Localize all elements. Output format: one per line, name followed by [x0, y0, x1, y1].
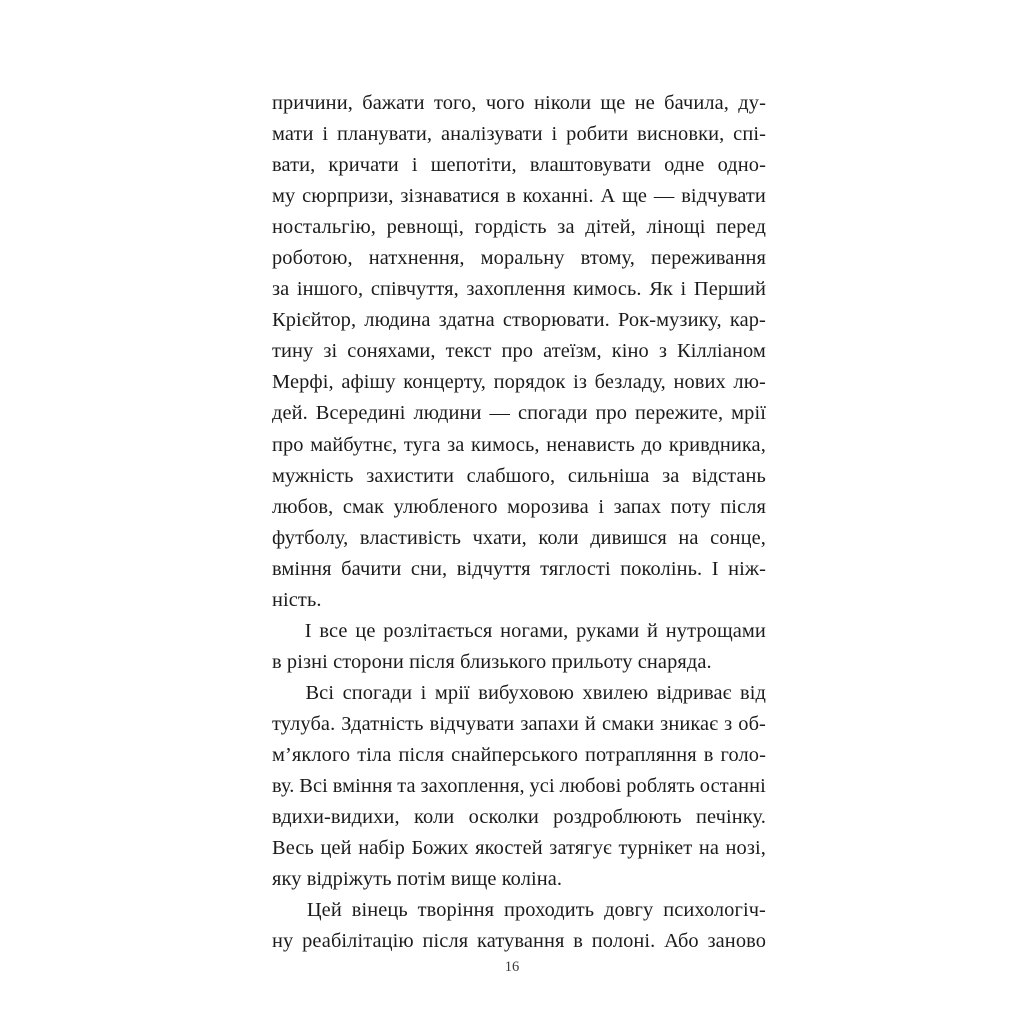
- text-line: [272, 523, 766, 554]
- word: Здатність: [341, 712, 424, 735]
- text-line: [272, 616, 766, 647]
- text-line: [272, 367, 766, 398]
- word: Як: [649, 278, 673, 301]
- word: відчуття: [456, 557, 531, 580]
- word: тулуба.: [272, 712, 336, 735]
- word: ну: [272, 930, 294, 953]
- word: ностальгію,: [272, 216, 376, 239]
- word: розлітається: [383, 619, 493, 642]
- word: нозі,: [725, 837, 766, 860]
- word: вдихи-видихи,: [272, 806, 400, 829]
- word: Цей: [306, 899, 342, 922]
- word: сильніша: [567, 464, 650, 487]
- word: печінку.: [696, 806, 766, 829]
- word: кимось,: [471, 433, 540, 456]
- word: хвилею: [582, 681, 649, 704]
- word: запахи: [520, 712, 579, 735]
- word: осколки: [468, 806, 539, 829]
- word: —: [489, 402, 510, 425]
- word: гордість: [474, 216, 547, 239]
- word: про: [501, 340, 534, 363]
- text-line: [272, 430, 766, 461]
- word: роблять: [626, 775, 695, 798]
- word: Або: [664, 930, 699, 953]
- word: і: [551, 123, 558, 146]
- word: спі-: [733, 123, 766, 146]
- word: втому,: [580, 247, 635, 270]
- word: Всі: [299, 775, 328, 798]
- word: зникає: [660, 712, 719, 735]
- word: нових: [673, 371, 726, 394]
- word: морозива: [507, 495, 589, 518]
- word: робити: [566, 123, 629, 146]
- text-line: [272, 678, 766, 709]
- word: в: [506, 185, 516, 208]
- text-line: [272, 305, 766, 336]
- word: улюбленого: [393, 495, 498, 518]
- word: пережите,: [635, 402, 724, 425]
- word: мрії: [731, 402, 766, 425]
- word: вміння: [272, 557, 332, 580]
- word: порядок: [493, 371, 566, 394]
- word: одно-: [717, 154, 766, 177]
- word: А: [600, 185, 616, 208]
- word: м’яклого: [272, 743, 351, 766]
- text-line: [272, 833, 766, 864]
- text-line: [272, 926, 766, 957]
- word: останні: [699, 775, 766, 798]
- word: текст: [445, 340, 492, 363]
- word: смаки: [601, 712, 655, 735]
- word: влаштовувати: [529, 154, 651, 177]
- word: Весь: [272, 837, 314, 860]
- word: вміння: [332, 775, 393, 798]
- word: ву.: [272, 775, 295, 798]
- word: сни,: [410, 557, 448, 580]
- word: полоні.: [591, 930, 656, 953]
- word: коханні.: [522, 185, 594, 208]
- word: не: [634, 92, 655, 114]
- text-line: [272, 88, 766, 119]
- word: з: [724, 712, 733, 735]
- word: здатна: [438, 309, 495, 332]
- word: затягує: [549, 837, 612, 860]
- word: моральну: [480, 247, 565, 270]
- text-line: [272, 492, 766, 523]
- text-line: [272, 398, 766, 429]
- word: дітей,: [585, 216, 636, 239]
- word: аналізувати: [440, 123, 543, 146]
- word: того,: [434, 92, 477, 114]
- word: кривдника,: [668, 433, 766, 456]
- word: і: [411, 154, 418, 177]
- text-line: [272, 802, 766, 833]
- word: співчуття,: [370, 278, 459, 301]
- word: із: [573, 371, 588, 394]
- word: і: [322, 123, 329, 146]
- word: відстань: [692, 464, 766, 487]
- word: сюрпризи,: [302, 185, 394, 208]
- paragraph: [272, 678, 766, 895]
- word: коли: [413, 806, 455, 829]
- word: ревнощі,: [386, 216, 464, 239]
- word: до: [641, 433, 663, 456]
- word: захистити: [366, 464, 454, 487]
- word: з: [658, 340, 668, 363]
- word: Мерфі,: [272, 371, 334, 394]
- word: кричати: [328, 154, 399, 177]
- word: вибуховою: [478, 681, 574, 704]
- word: та: [397, 775, 416, 798]
- word: афішу: [341, 371, 396, 394]
- word: після: [398, 743, 445, 766]
- text-line: [272, 895, 766, 926]
- text-line: ність.: [272, 588, 322, 611]
- word: зізнаватися: [400, 185, 500, 208]
- word: тину: [272, 340, 314, 363]
- word: реабілітацію: [302, 930, 414, 953]
- word: ніколи: [534, 92, 592, 114]
- word: Перший: [693, 278, 766, 301]
- word: потрапляння: [585, 743, 697, 766]
- text-line: [272, 150, 766, 181]
- word: бачила,: [664, 92, 729, 114]
- text-line: в різні сторони після близького прильоту снаряда.: [272, 650, 712, 673]
- word: концерту,: [403, 371, 486, 394]
- text-line: [272, 771, 766, 802]
- word: заново: [707, 930, 766, 953]
- text-line: [272, 274, 766, 305]
- word: чого: [485, 92, 525, 114]
- word: мрії: [434, 681, 470, 704]
- word: якостей: [475, 837, 543, 860]
- text-line: [272, 212, 766, 243]
- word: снайперського: [451, 743, 578, 766]
- word: Божих: [411, 837, 469, 860]
- word: спогади: [517, 402, 588, 425]
- word: бачити: [341, 557, 402, 580]
- word: Рок-музику,: [618, 309, 722, 332]
- text-line: [272, 740, 766, 771]
- word: лю-: [733, 371, 766, 394]
- word: в: [703, 743, 714, 766]
- word: вати,: [272, 154, 316, 177]
- word: кимось.: [573, 278, 642, 301]
- word: поту: [670, 495, 711, 518]
- word: кіно: [611, 340, 649, 363]
- word: катування: [477, 930, 565, 953]
- word: слабшого,: [466, 464, 556, 487]
- word: зі: [323, 340, 338, 363]
- word: висновки,: [637, 123, 725, 146]
- word: —: [653, 185, 675, 208]
- word: відчувати: [429, 712, 515, 735]
- word: про: [595, 402, 628, 425]
- word: туга: [403, 433, 441, 456]
- word: іншого,: [296, 278, 364, 301]
- word: одне: [664, 154, 705, 177]
- page-number: 16: [504, 959, 520, 975]
- word: турнікет: [618, 837, 693, 860]
- word: відриває: [656, 681, 732, 704]
- word: дей.: [272, 402, 308, 425]
- text-line: яку відріжуть потім вище коліна.: [272, 868, 563, 891]
- word: любові: [559, 775, 622, 798]
- text-line: [272, 243, 766, 274]
- word: причини,: [272, 92, 353, 114]
- word: Крієйтор,: [272, 309, 357, 332]
- word: роботою,: [272, 247, 353, 270]
- word: ще: [622, 185, 648, 208]
- word: сонце,: [710, 526, 766, 549]
- word: від: [739, 681, 766, 704]
- page-text-body: [272, 88, 766, 957]
- word: захоплення: [466, 278, 566, 301]
- word: спогади: [342, 681, 413, 704]
- word: й: [584, 712, 596, 735]
- word: за: [447, 433, 465, 456]
- word: за: [662, 464, 680, 487]
- word: за: [272, 278, 290, 301]
- word: вінець: [351, 899, 408, 922]
- word: кар-: [729, 309, 766, 332]
- word: за: [557, 216, 575, 239]
- word: соняхами,: [347, 340, 436, 363]
- word: в: [573, 930, 583, 953]
- word: мати: [272, 123, 314, 146]
- paragraph: [272, 616, 766, 678]
- word: творіння: [417, 899, 495, 922]
- word: мужність: [272, 464, 354, 487]
- word: ду-: [738, 92, 766, 114]
- word: планувати,: [337, 123, 433, 146]
- word: бажати: [362, 92, 425, 114]
- word: ногами,: [500, 619, 569, 642]
- word: коли: [538, 526, 579, 549]
- word: лінощі: [646, 216, 706, 239]
- word: все: [319, 619, 348, 642]
- text-line: [272, 181, 766, 212]
- word: про: [272, 433, 304, 456]
- word: натхнення,: [368, 247, 465, 270]
- text-line: [272, 119, 766, 150]
- word: І: [711, 557, 719, 580]
- text-line: [272, 709, 766, 740]
- paragraph: [272, 88, 766, 616]
- word: після: [422, 930, 469, 953]
- word: тіла: [357, 743, 392, 766]
- word: руками: [576, 619, 640, 642]
- word: людини: [413, 402, 482, 425]
- word: перед: [716, 216, 766, 239]
- word: довгу: [604, 899, 654, 922]
- word: і: [680, 278, 687, 301]
- text-line: [272, 461, 766, 492]
- word: переживання: [651, 247, 766, 270]
- word: запах: [613, 495, 662, 518]
- word: відчувати: [681, 185, 766, 208]
- word: захоплення,: [420, 775, 525, 798]
- word: дивишся: [590, 526, 667, 549]
- word: усі: [529, 775, 555, 798]
- word: людина: [364, 309, 431, 332]
- word: Всередині: [315, 402, 406, 425]
- word: голо-: [720, 743, 766, 766]
- word: створювати.: [502, 309, 610, 332]
- word: роздроблюють: [553, 806, 682, 829]
- word: це: [355, 619, 376, 642]
- word: цей: [320, 837, 352, 860]
- word: ще: [600, 92, 626, 114]
- word: футболу,: [272, 526, 349, 549]
- word: проходить: [503, 899, 595, 922]
- paragraph: [272, 895, 766, 957]
- word: нутрощами: [665, 619, 766, 642]
- word: чхати,: [472, 526, 527, 549]
- word: набір: [358, 837, 405, 860]
- word: ніж-: [728, 557, 766, 580]
- word: на: [678, 526, 699, 549]
- word: поколінь.: [620, 557, 703, 580]
- text-line: [272, 336, 766, 367]
- word: атеїзм,: [543, 340, 602, 363]
- word: й: [647, 619, 659, 642]
- word: тяглості: [540, 557, 611, 580]
- word: і: [598, 495, 605, 518]
- word: му: [272, 185, 296, 208]
- word: безладу,: [594, 371, 666, 394]
- word: після: [720, 495, 766, 518]
- word: шепотіти,: [430, 154, 517, 177]
- word: Всі: [305, 681, 335, 704]
- word: смак: [342, 495, 385, 518]
- word: любов,: [272, 495, 334, 518]
- word: і: [420, 681, 427, 704]
- word: на: [698, 837, 719, 860]
- word: майбутнє,: [310, 433, 398, 456]
- word: ненависть: [546, 433, 635, 456]
- word: об-: [738, 712, 766, 735]
- word: властивість: [359, 526, 462, 549]
- word: психологіч-: [663, 899, 766, 922]
- word: І: [304, 619, 312, 642]
- text-line: [272, 554, 766, 585]
- word: Кілліаном: [677, 340, 766, 363]
